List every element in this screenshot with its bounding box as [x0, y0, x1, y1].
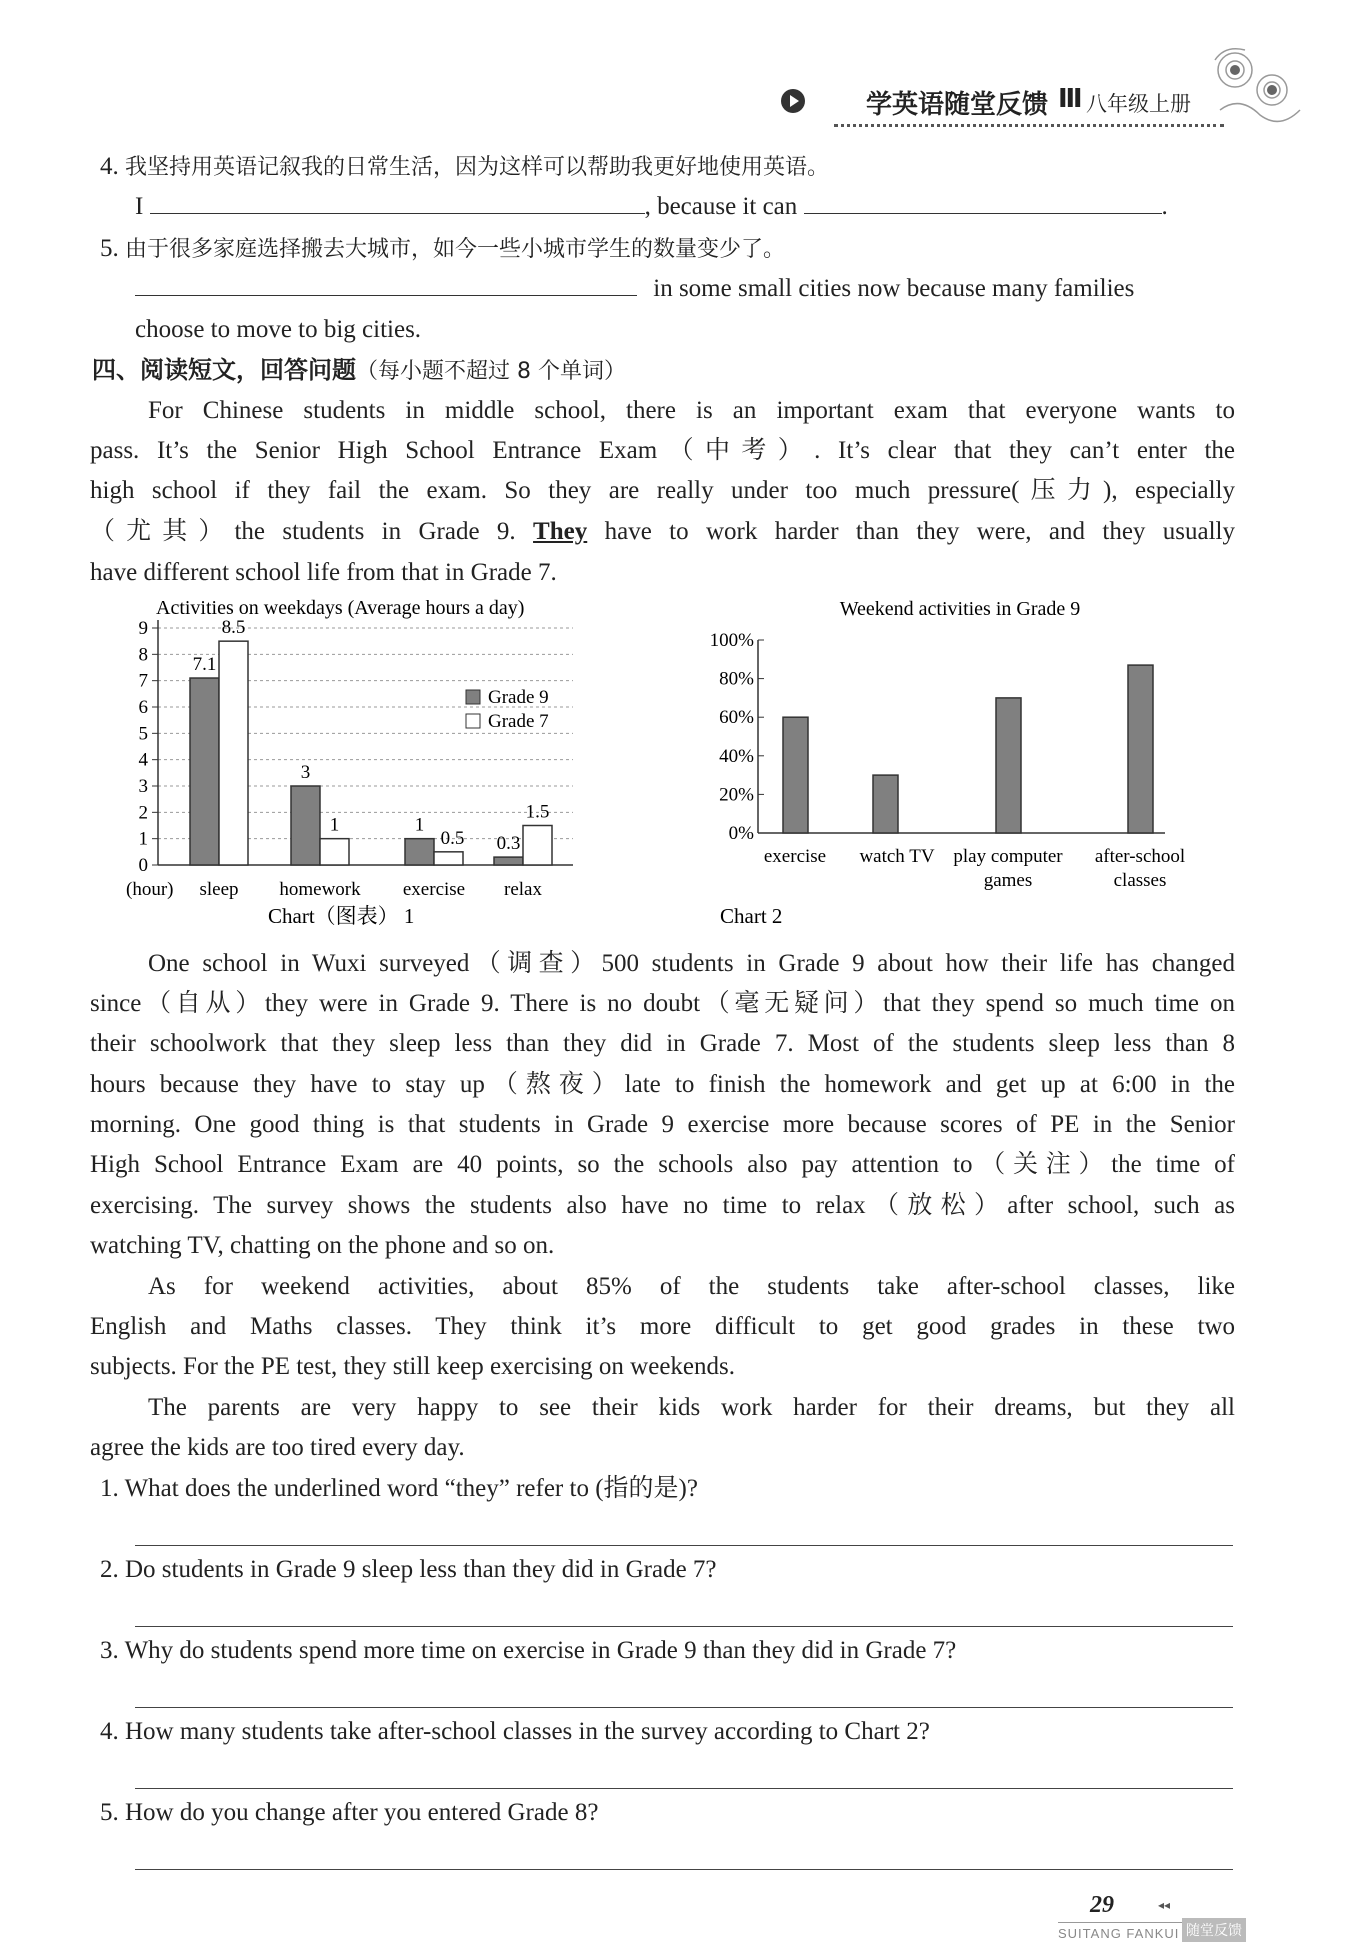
q4-chinese: 我坚持用英语记叙我的日常生活，因为这样可以帮助我更好地使用英语。 — [125, 155, 830, 180]
chart1-caption: Chart（图表） 1 — [268, 904, 415, 928]
chart-1 — [118, 590, 598, 935]
passage-p4-line1: The parents are very happy to see their kids work harder for their dreams, but they all — [148, 1394, 1235, 1421]
answer-line-3[interactable] — [135, 1707, 1233, 1708]
footer-rule — [1058, 1922, 1188, 1923]
chart2-ytick-label: 60% — [719, 707, 754, 729]
q5-chinese: 由于很多家庭选择搬去大城市，如今一些小城市学生的数量变少了。 — [125, 237, 786, 262]
question-text: What does the underlined word “they” refer to (指的是)? — [124, 1475, 698, 1502]
chart1-bar-grade7 — [219, 641, 248, 865]
chart1-category-label: sleep — [199, 879, 239, 900]
chart1-legend-grade9: Grade 9 — [488, 687, 549, 708]
question-text: How many students take after-school classes in the survey according to Chart 2? — [125, 1718, 930, 1745]
chart1-value-label-grade9: 3 — [300, 762, 311, 783]
passage-p2-line2: since（自从）they were in Grade 9. There is no doubt（毫无疑问）that they spend so much time on — [90, 990, 1235, 1017]
chart1-value-label-grade7: 1.5 — [525, 801, 550, 823]
chart1-category-label: relax — [504, 879, 542, 900]
chart1-category-label: exercise — [402, 879, 466, 900]
q5-english-text: in some small cities now because many families — [653, 275, 1135, 302]
q5-blank[interactable] — [135, 274, 637, 296]
chart1-ytick-label: 4 — [138, 749, 148, 771]
chart2-category-label: play computer — [953, 846, 1063, 867]
chart2-bar — [996, 698, 1021, 833]
section-note: （每小题不超过 8 个单词） — [356, 359, 626, 384]
chart2-caption: Chart 2 — [720, 904, 783, 928]
q5-number: 5. — [100, 235, 119, 262]
passage-p3-line3: subjects. For the PE test, they still keep exercising on weekends. — [90, 1353, 736, 1380]
footer-brand-badge: 随堂反馈 — [1182, 1918, 1246, 1942]
chart2-ytick-label: 20% — [719, 784, 754, 806]
chart1-bar-grade7 — [523, 826, 552, 866]
question-number: 4. — [100, 1718, 119, 1745]
passage-p2-line6: High School Entrance Exam are 40 points, so the schools also pay attention to（关注）the time of — [90, 1151, 1235, 1178]
chart1-bar-grade7 — [434, 852, 463, 865]
chart1-ytick-label: 9 — [138, 618, 148, 639]
chart1-bar-grade9 — [494, 857, 523, 865]
passage-p2-line8: watching TV, chatting on the phone and so on. — [90, 1232, 555, 1259]
footer-brand-en: SUITANG FANKUI — [1058, 1926, 1180, 1941]
passage-p2-line4: hours because they have to stay up（熬夜）late to finish the homework and get up at 6:00 in the — [90, 1071, 1235, 1098]
chart1-xlabel: (hour) — [126, 879, 174, 900]
question-number: 5. — [100, 1799, 119, 1826]
chart1-legend-swatch-grade9 — [466, 690, 480, 704]
passage-p2-line5: morning. One good thing is that students in Grade 9 exercise more because scores of PE in the Senior — [90, 1111, 1235, 1138]
passage-p1-line2: pass. It’s the Senior High School Entrance Exam（中考）. It’s clear that they can’t enter the — [90, 437, 1235, 464]
chart1-ytick-label: 1 — [138, 828, 148, 850]
chart1-value-label-grade7: 0.5 — [440, 827, 465, 849]
translation-q5-prompt — [100, 232, 785, 267]
section-heading — [92, 353, 626, 389]
page-header — [780, 82, 1250, 132]
question-number: 3. — [100, 1637, 119, 1664]
chart1-ytick-label: 3 — [138, 776, 148, 797]
question-4 — [100, 1715, 930, 1749]
q4-number: 4. — [100, 153, 119, 180]
chart2-bar — [1128, 665, 1153, 833]
question-text: Do students in Grade 9 sleep less than they did in Grade 7? — [125, 1556, 717, 1583]
q4-blank-1[interactable] — [150, 192, 645, 214]
chart1-category-label: homework — [279, 879, 361, 900]
chart2-title: Weekend activities in Grade 9 — [839, 598, 1081, 620]
p1-line4-after: have to work harder than they were, and they usually — [587, 518, 1235, 545]
book-title: 学英语随堂反馈 — [866, 90, 1049, 120]
passage-p4-line2: agree the kids are too tired every day. — [90, 1434, 465, 1461]
play-icon — [780, 88, 806, 114]
answer-line-2[interactable] — [135, 1626, 1233, 1627]
chart1-ytick-label: 7 — [138, 670, 148, 692]
answer-line-5[interactable] — [135, 1869, 1233, 1870]
question-1 — [100, 1472, 698, 1506]
chart1-ytick-label: 6 — [138, 697, 148, 718]
question-text: How do you change after you entered Grade 8? — [125, 1799, 599, 1826]
passage-p1-line1: For Chinese students in middle school, there is an important exam that everyone wants to — [148, 397, 1235, 424]
q4-end: . — [1161, 193, 1168, 220]
chart1-bar-grade7 — [320, 839, 349, 865]
question-text: Why do students spend more time on exercise in Grade 9 than they did in Grade 7? — [124, 1637, 957, 1664]
translation-q4-prompt — [100, 150, 829, 185]
chart2-category-label: after-school — [1094, 846, 1186, 867]
chart1-value-label-grade7: 8.5 — [221, 617, 246, 639]
chart2-ytick-label: 40% — [719, 745, 754, 767]
question-2 — [100, 1553, 717, 1587]
answer-line-1[interactable] — [135, 1545, 1233, 1546]
header-dotted-rule — [834, 124, 1224, 127]
section-title: 四、阅读短文，回答问题 — [92, 356, 356, 384]
chart1-bar-grade9 — [291, 786, 320, 865]
passage-p1-line5: have different school life from that in Grade 7. — [90, 559, 557, 586]
chart1-ytick-label: 0 — [138, 855, 148, 876]
chart1-bar-grade9 — [405, 839, 434, 865]
underlined-word-they: They — [533, 518, 588, 545]
passage-p1-line4 — [90, 515, 1235, 549]
question-number: 1. — [100, 1475, 119, 1502]
chart2-bar — [873, 775, 898, 833]
translation-q4-answer — [135, 190, 1168, 224]
chart1-bar-grade9 — [190, 678, 219, 865]
page-number: 29 — [1090, 1892, 1114, 1918]
passage-p3-line2: English and Maths classes. They think it’s more difficult to get good grades in these two — [90, 1313, 1235, 1340]
question-3 — [100, 1634, 956, 1668]
double-arrow-icon: ◂◂ — [1158, 1898, 1171, 1912]
p1-line4-before: （尤其）the students in Grade 9. — [90, 518, 534, 545]
chart2-category-label: exercise — [763, 846, 827, 867]
chart1-ytick-label: 8 — [138, 644, 148, 666]
passage-p2-line1: One school in Wuxi surveyed（调查）500 students in Grade 9 about how their life has changed — [148, 950, 1235, 977]
chart2-ytick-label: 0% — [728, 823, 754, 844]
title-separator: Ⅲ — [1058, 84, 1083, 114]
chart1-value-label-grade7: 1 — [329, 814, 340, 836]
chart1-ytick-label: 2 — [138, 802, 148, 824]
question-5 — [100, 1796, 598, 1830]
chart2-ytick-label: 100% — [709, 630, 754, 651]
chart2-category-label: games — [983, 870, 1033, 891]
flower-decoration-icon — [1200, 40, 1310, 135]
grade-label: 八年级上册 — [1086, 92, 1191, 116]
q4-blank-2[interactable] — [804, 192, 1162, 214]
answer-line-4[interactable] — [135, 1788, 1233, 1789]
q4-middle-text: , because it can — [644, 193, 798, 220]
passage-p1-line3: high school if they fail the exam. So they are really under too much pressure(压力), especially — [90, 477, 1235, 504]
passage-p2-line7: exercising. The survey shows the students also have no time to relax（放松）after school, such as — [90, 1192, 1235, 1219]
chart1-legend-swatch-grade7 — [466, 714, 480, 728]
chart2-category-label: classes — [1113, 870, 1167, 891]
passage-p2-line3: their schoolwork that they sleep less than they did in Grade 7. Most of the students sleep less than 8 — [90, 1030, 1235, 1057]
chart1-value-label-grade9: 1 — [414, 814, 425, 836]
question-number: 2. — [100, 1556, 119, 1583]
q4-start-word: I — [135, 193, 144, 220]
chart2-ytick-label: 80% — [719, 668, 754, 690]
translation-q5-line2: choose to move to big cities. — [135, 316, 422, 343]
passage-p3-line1: As for weekend activities, about 85% of the students take after-school classes, like — [148, 1273, 1235, 1300]
chart2-bar — [783, 717, 808, 833]
chart2-category-label: watch TV — [859, 846, 935, 867]
translation-q5-answer — [135, 272, 1134, 306]
chart1-legend-grade7: Grade 7 — [488, 711, 549, 732]
chart1-title: Activities on weekdays (Average hours a day) — [156, 597, 525, 619]
chart1-ytick-label: 5 — [138, 723, 148, 745]
chart1-value-label-grade9: 7.1 — [192, 654, 217, 676]
chart1-value-label-grade9: 0.3 — [496, 833, 521, 855]
chart-2 — [690, 590, 1230, 935]
